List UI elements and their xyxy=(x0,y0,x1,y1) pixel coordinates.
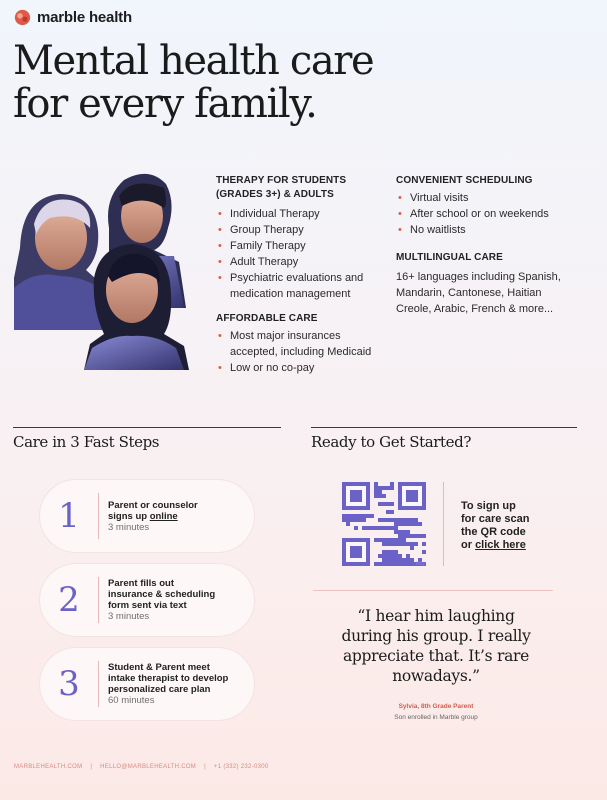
list-item: • No waitlists xyxy=(398,224,466,236)
testimonial-detail: Son enrolled in Marble group xyxy=(394,714,478,721)
list-item: • Low or no co-pay xyxy=(218,362,315,374)
list-item: • After school or on weekends xyxy=(398,208,549,220)
therapy-section xyxy=(216,174,391,302)
step-duration: 3 minutes xyxy=(108,521,150,533)
bullet-icon: • xyxy=(218,272,222,284)
step-divider xyxy=(98,577,99,623)
scheduling-list xyxy=(396,190,596,238)
list-item: • Adult Therapy xyxy=(218,256,299,268)
website-link[interactable]: MARBLEHEALTH.COM xyxy=(14,764,83,770)
scheduling-section xyxy=(396,174,596,238)
bullet-icon: • xyxy=(218,208,222,220)
marble-logo-icon xyxy=(14,9,31,26)
list-item: • Virtual visits xyxy=(398,192,469,204)
step-number: 2 xyxy=(58,580,80,620)
email-link[interactable]: HELLO@MARBLEHEALTH.COM xyxy=(100,764,197,770)
quote-divider xyxy=(313,590,553,591)
steps-heading: Care in 3 Fast Steps xyxy=(13,433,160,451)
therapy-list xyxy=(216,206,391,302)
headline-line-1: Mental health care xyxy=(13,38,374,84)
step-text: Parent fills out insurance & scheduling form sent via text 3 minutes xyxy=(108,578,216,622)
step-card-3 xyxy=(40,648,254,720)
step-duration: 3 minutes xyxy=(108,611,150,622)
bullet-icon: • xyxy=(398,192,402,204)
affordable-section xyxy=(216,312,391,376)
bullet-icon: • xyxy=(218,240,222,252)
step-card-2 xyxy=(40,564,254,636)
step-text: Student & Parent meet intake therapist to develop personalized care plan 60 minutes xyxy=(108,662,229,706)
therapy-title-2: (GRADES 3+) & ADULTS xyxy=(216,189,334,200)
signup-instructions: To sign up for care scan the QR code or click here xyxy=(461,500,530,551)
footer-contact xyxy=(14,764,275,770)
testimonial-quote: “I hear him laughing during his group. I really appreciate that. It’s rare nowadays.” xyxy=(341,607,531,685)
brand-name: marble health xyxy=(37,9,132,26)
section-divider xyxy=(311,427,577,428)
bullet-icon: • xyxy=(218,362,222,374)
testimonial-author: Sylvia, 8th Grade Parent xyxy=(398,703,474,710)
bullet-icon: • xyxy=(218,256,222,268)
get-started-heading: Ready to Get Started? xyxy=(311,433,472,451)
affordable-title: AFFORDABLE CARE xyxy=(216,313,318,324)
scheduling-title: CONVENIENT SCHEDULING xyxy=(396,175,533,186)
headline-line-2: for every family. xyxy=(13,81,317,127)
list-item: • Most major insurances accepted, including Medicaid xyxy=(218,330,372,358)
bullet-icon: • xyxy=(218,330,222,342)
multilingual-line-3: Creole, Arabic, French & more... xyxy=(396,303,554,315)
step-number: 3 xyxy=(58,664,80,704)
online-link[interactable]: online xyxy=(149,510,178,522)
bullet-icon: • xyxy=(398,208,402,220)
click-here-link[interactable]: click here xyxy=(475,539,526,551)
step-number: 1 xyxy=(58,496,80,536)
marble-health-logo[interactable] xyxy=(14,9,132,26)
multilingual-line-2: Mandarin, Cantonese, Haitian xyxy=(396,287,542,299)
qr-code[interactable] xyxy=(342,482,426,566)
phone-number: +1 (332) 232-0300 xyxy=(213,764,269,770)
students-photo xyxy=(14,158,189,370)
multilingual-line-1: 16+ languages including Spanish, xyxy=(396,271,561,283)
therapy-title-1: THERAPY FOR STUDENTS xyxy=(216,175,347,186)
footer-separator: | xyxy=(204,764,206,770)
section-divider xyxy=(13,427,281,428)
step-divider xyxy=(98,493,99,539)
qr-divider xyxy=(443,482,444,566)
list-item: • Group Therapy xyxy=(218,224,304,236)
step-divider xyxy=(98,661,99,707)
bullet-icon: • xyxy=(398,224,402,236)
multilingual-title: MULTILINGUAL CARE xyxy=(396,252,503,263)
step-card-1 xyxy=(40,480,254,552)
multilingual-section xyxy=(396,251,601,317)
qr-tag: bitly xyxy=(416,561,425,567)
list-item: • Family Therapy xyxy=(218,240,306,252)
affordable-list xyxy=(216,328,391,376)
footer-separator: | xyxy=(90,764,93,770)
step-text: Parent or counselor signs up online 3 minutes xyxy=(108,499,198,533)
step-duration: 60 minutes xyxy=(108,695,155,706)
list-item: • Psychiatric evaluations and medication management xyxy=(218,272,364,300)
list-item: • Individual Therapy xyxy=(218,208,320,220)
page-headline xyxy=(13,40,373,126)
bullet-icon: • xyxy=(218,224,222,236)
